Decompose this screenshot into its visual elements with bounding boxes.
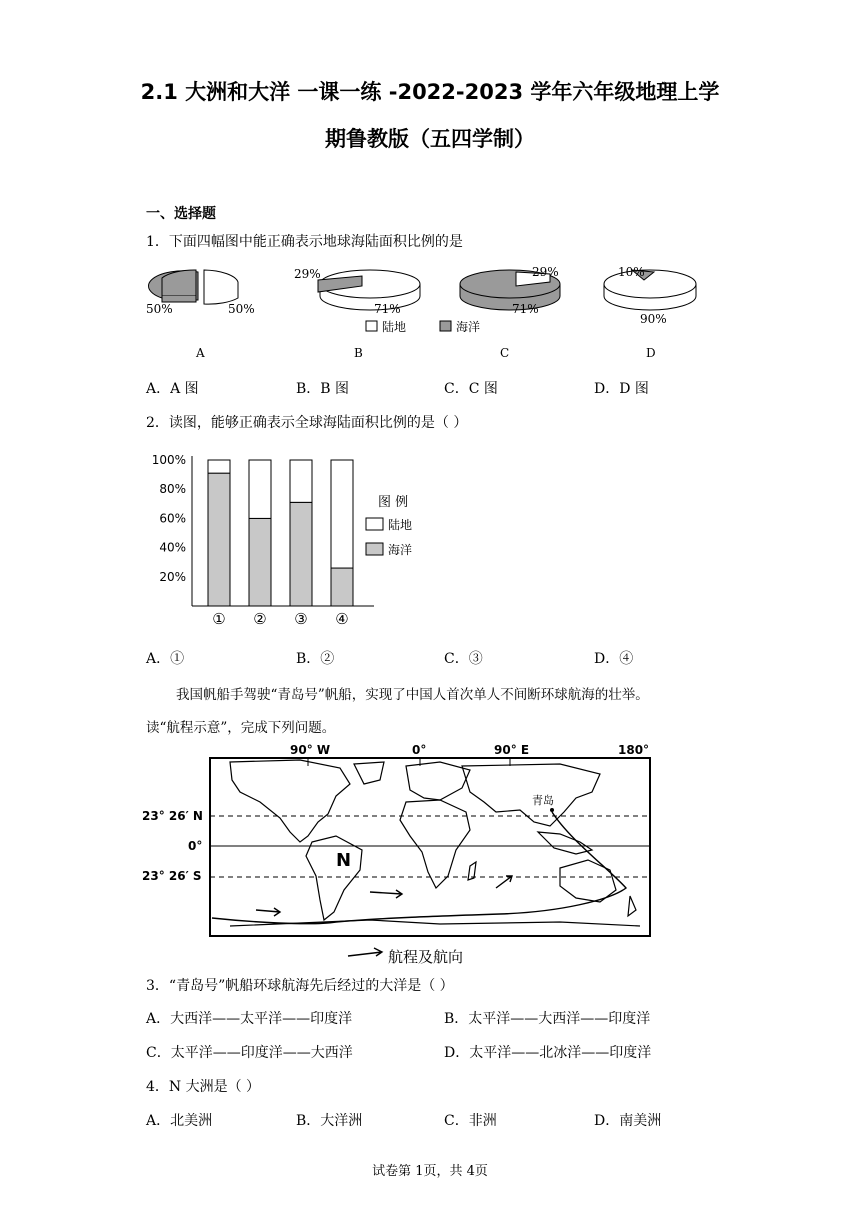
- continent-n-label: N: [336, 850, 352, 871]
- y-tick-label: 20%: [159, 569, 186, 584]
- page-title-line2: 期鲁教版（五四学制）: [325, 127, 535, 151]
- pie-d-ocean-pct: 10%: [618, 265, 645, 279]
- pie-b-label: B: [354, 346, 363, 360]
- qingdao-marker: [550, 808, 554, 812]
- bar-land-4: [331, 460, 353, 568]
- x-label-3: ③: [294, 610, 308, 628]
- q4-stem: 4．N 大洲是（ ）: [146, 1079, 261, 1095]
- q3-stem: 3．“青岛号”帆船环球航海先后经过的大洋是（ ）: [146, 978, 454, 994]
- lon-label-90e: 90° E: [494, 743, 530, 757]
- pie-a: [148, 270, 238, 304]
- qingdao-label: 青岛: [532, 794, 554, 807]
- q1-option-c[interactable]: C．C 图: [444, 381, 498, 397]
- passage-line1: 我国帆船手驾驶“青岛号”帆船，实现了中国人首次单人不间断环球航海的壮举。: [176, 687, 649, 703]
- q3-option-b[interactable]: B．太平洋——大西洋——印度洋: [444, 1011, 651, 1027]
- q1-option-a[interactable]: A．A 图: [146, 381, 199, 397]
- page-title-line1: 2.1 大洲和大洋 一课一练 -2022-2023 学年六年级地理上学: [140, 80, 720, 104]
- q2-option-b[interactable]: B．②: [296, 651, 335, 667]
- q2-option-d[interactable]: D．④: [594, 651, 634, 667]
- passage-line2: 读“航程示意”，完成下列问题。: [146, 720, 336, 736]
- y-tick-label: 80%: [159, 482, 186, 497]
- legend-land-label: 陆地: [388, 518, 413, 532]
- lon-label-90w: 90° W: [290, 743, 331, 757]
- q4-option-c[interactable]: C．非洲: [444, 1113, 497, 1129]
- q4-option-a[interactable]: A．北美洲: [146, 1113, 213, 1129]
- q3-option-d[interactable]: D．太平洋——北冰洋——印度洋: [444, 1045, 652, 1061]
- lat-label-equator: 0°: [188, 839, 203, 853]
- lon-label-180: 180°: [618, 743, 650, 757]
- q1-option-b[interactable]: B．B 图: [296, 381, 350, 397]
- q1-option-d[interactable]: D．D 图: [594, 381, 649, 397]
- y-tick-label: 60%: [159, 511, 186, 526]
- legend-ocean-swatch: [440, 321, 451, 331]
- bar-ocean-3: [290, 502, 312, 606]
- x-label-2: ②: [253, 610, 267, 628]
- q4-option-d[interactable]: D．南美洲: [594, 1113, 662, 1129]
- lat-label-tropic-s: 23° 26′ S: [142, 869, 202, 883]
- bar-ocean-2: [249, 518, 271, 606]
- q1-pie-figure: [140, 258, 720, 368]
- legend-land-swatch: [366, 518, 383, 530]
- legend-ocean-label: 海洋: [388, 543, 413, 557]
- bar-ocean-1: [208, 473, 230, 606]
- legend-ocean-swatch: [366, 543, 383, 555]
- bar-land-2: [249, 460, 271, 518]
- x-label-4: ④: [335, 610, 349, 628]
- y-tick-label: 100%: [151, 453, 186, 467]
- lon-label-0: 0°: [412, 743, 427, 757]
- lat-label-tropic-n: 23° 26′ N: [142, 809, 203, 823]
- q1-stem: 1．下面四幅图中能正确表示地球海陆面积比例的是: [146, 234, 463, 250]
- x-label-1: ①: [212, 610, 226, 628]
- q2-bar-chart: [140, 448, 440, 633]
- legend-ocean-label: 海洋: [456, 320, 481, 334]
- q3-option-a[interactable]: A．大西洋——太平洋——印度洋: [146, 1011, 353, 1027]
- q2-stem: 2．读图，能够正确表示全球海陆面积比例的是（ ）: [146, 415, 468, 431]
- pie-b: [318, 270, 420, 310]
- bar-land-3: [290, 460, 312, 502]
- q2-option-c[interactable]: C．③: [444, 651, 483, 667]
- pie-c-land-pct: 29%: [532, 265, 559, 279]
- legend-land-label: 陆地: [382, 320, 407, 334]
- route-legend-label: 航程及航向: [388, 948, 464, 966]
- pie-c-ocean-pct: 71%: [512, 302, 539, 316]
- bar-ocean-4: [331, 568, 353, 606]
- pie-b-ocean-pct: 29%: [294, 267, 321, 281]
- pie-a-land-pct: 50%: [228, 302, 255, 316]
- bar-land-1: [208, 460, 230, 473]
- page-footer: 试卷第 1页，共 4页: [372, 1164, 488, 1179]
- pie-d-label: D: [646, 346, 656, 360]
- section-heading: 一、选择题: [146, 206, 216, 222]
- q4-option-b[interactable]: B．大洋洲: [296, 1113, 363, 1129]
- legend-land-swatch: [366, 321, 377, 331]
- q3-option-c[interactable]: C．太平洋——印度洋——大西洋: [146, 1045, 353, 1061]
- pie-d-land-pct: 90%: [640, 312, 667, 326]
- pie-b-land-pct: 71%: [374, 302, 401, 316]
- q2-option-a[interactable]: A．①: [146, 651, 185, 667]
- pie-a-ocean-pct: 50%: [146, 302, 173, 316]
- pie-c-label: C: [500, 346, 510, 360]
- voyage-map: [140, 740, 660, 970]
- legend-title: 图 例: [378, 495, 409, 510]
- y-tick-label: 40%: [159, 540, 186, 555]
- pie-a-label: A: [196, 346, 205, 360]
- route-legend-arrow: [348, 948, 382, 956]
